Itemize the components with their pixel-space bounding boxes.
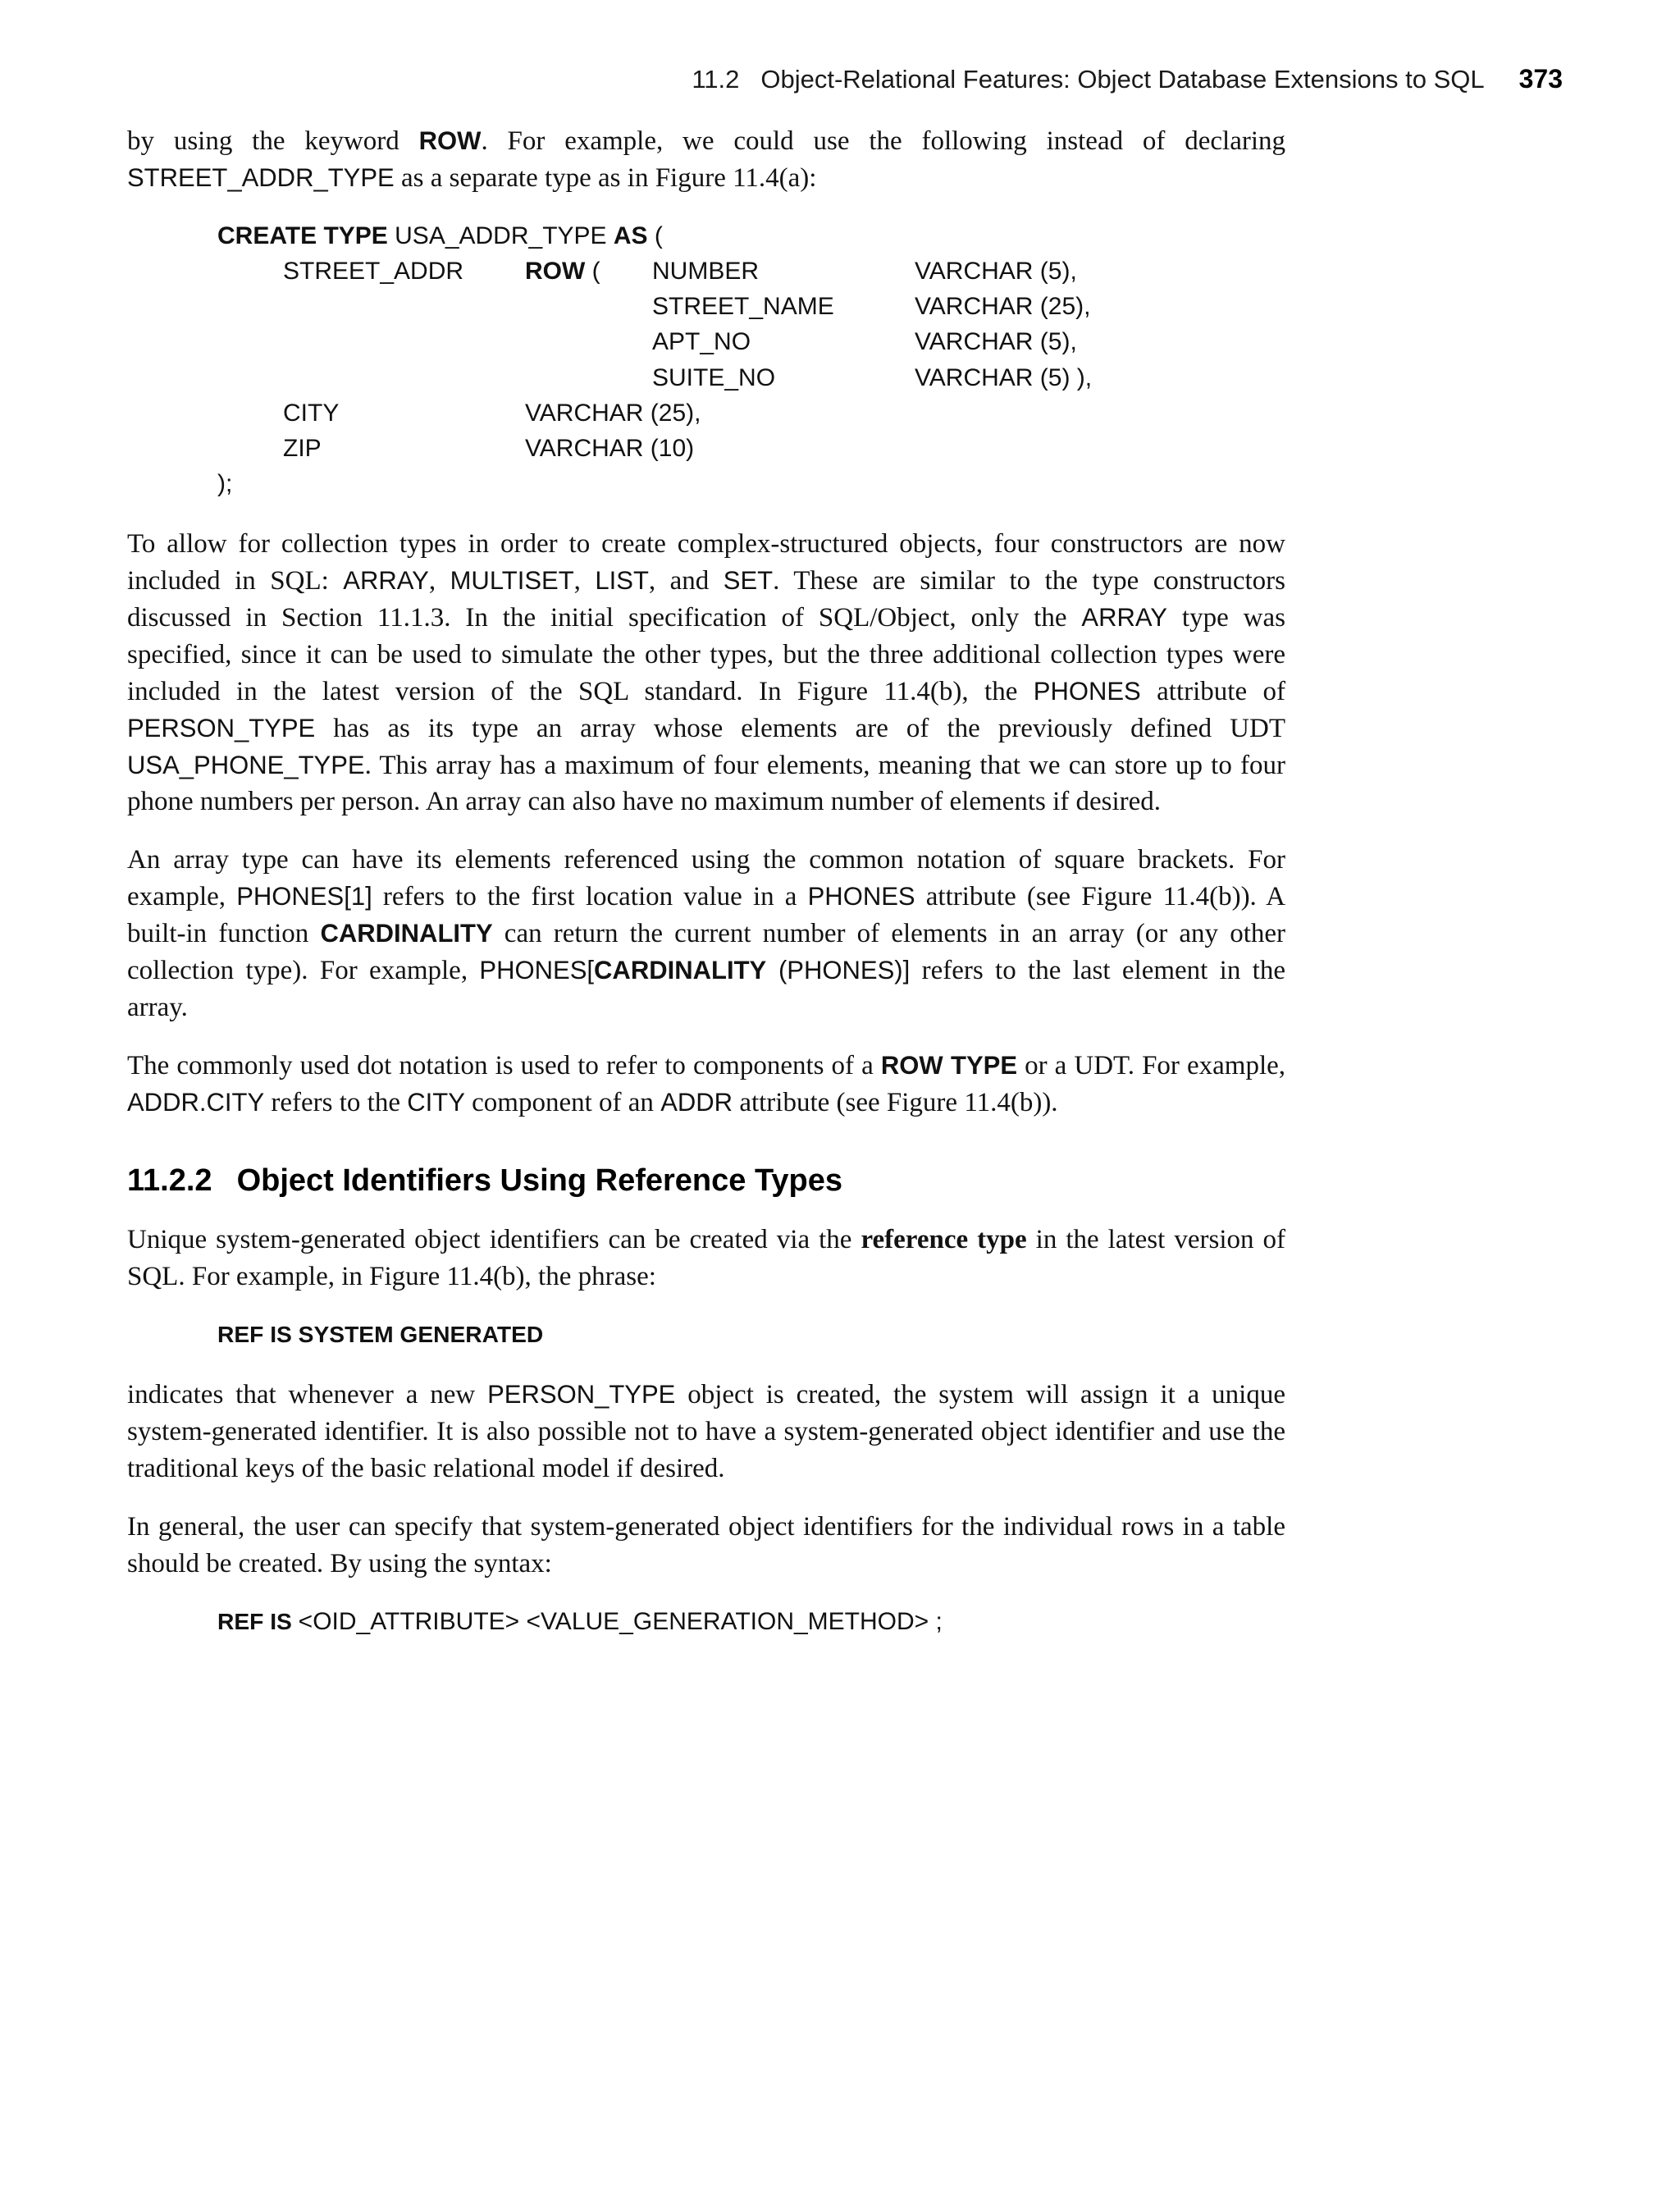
text-run: ARRAY: [343, 566, 429, 596]
text-run: ,: [428, 566, 450, 596]
text-run: USA_ADDR_TYPE: [395, 222, 614, 249]
text-run: REF IS SYSTEM GENERATED: [217, 1321, 544, 1348]
text-run: ROW TYPE: [880, 1050, 1018, 1080]
paragraph-array-referencing: [127, 842, 1285, 1026]
running-head-title: [692, 65, 1484, 94]
text-run: In general, the user can specify that system-generated object identifiers for the individual rows in a table should be created. By using the syntax:: [127, 1511, 1285, 1578]
text-run: PHONES: [1033, 676, 1141, 706]
text-run: ROW: [525, 257, 586, 285]
text-run: ZIP: [283, 434, 322, 462]
running-head: [127, 64, 1563, 94]
code-line: [127, 395, 1285, 431]
page-number: 373: [1518, 64, 1563, 94]
text-run: has as its type an array whose elements are of the previously defined UDT: [315, 713, 1285, 743]
text-run: PHONES[: [479, 955, 595, 985]
text-run: CITY: [407, 1087, 465, 1117]
code-ref-is-syntax: [127, 1604, 1285, 1639]
text-run: attribute of: [1140, 676, 1285, 706]
text-run: (: [654, 222, 663, 249]
text-run: ARRAY: [1081, 603, 1167, 632]
text-run: type was specified, since it can be used to simulate the other types, but the three additional collection types were included in the latest version of the SQL standard. In Figure 11.4(b), the: [127, 603, 1285, 706]
text-run: ADDR: [660, 1087, 733, 1117]
text-run: ,: [573, 566, 596, 596]
text-run: as a separate type as in Figure 11.4(a):: [394, 162, 817, 193]
text-run: STREET_NAME: [652, 293, 834, 321]
text-run: To allow for collection types in order to create complex-structured objects, four constructors are now included in SQL:: [127, 529, 1285, 596]
text-run: (: [585, 257, 600, 285]
running-head-section-number: 11.2: [692, 65, 740, 94]
text-run: component of an: [464, 1087, 661, 1117]
text-run: by using the keyword: [127, 126, 419, 156]
text-run: );: [217, 470, 233, 498]
text-run: LIST: [595, 566, 649, 596]
code-block-usa-addr-type: [127, 218, 1285, 502]
section-number: 11.2.2: [127, 1163, 212, 1199]
text-run: ROW: [418, 126, 482, 155]
code-ref-is-system-generated: [127, 1317, 1285, 1352]
text-run: object is created, the system will assign it a unique system-generated identifier. It is also possible not to have a system-generated object identifier and use the traditional keys of the basic relational model if desired.: [127, 1380, 1285, 1484]
text-run: CARDINALITY: [320, 919, 493, 948]
code-line: [127, 289, 1285, 324]
text-run: attribute (see Figure 11.4(b)). A built-in function: [127, 882, 1285, 948]
paragraph-row-intro: [127, 123, 1285, 197]
text-run: PERSON_TYPE: [487, 1380, 676, 1409]
text-run: . This array has a maximum of four elements, meaning that we can store up to four phone numbers per person. An array can also have no maximum number of elements if desired.: [127, 750, 1285, 817]
text-run: AS: [613, 222, 655, 249]
text-run: can return the current number of elements in an array (or any other collection type). For example,: [127, 919, 1285, 985]
section-title-text: Object Identifiers Using Reference Types: [236, 1163, 842, 1199]
text-run: VARCHAR (5) ),: [915, 363, 1093, 391]
code-line: [127, 466, 1285, 501]
text-run: PERSON_TYPE: [127, 713, 316, 742]
text-run: PHONES[1]: [236, 882, 372, 911]
text-run: reference type: [861, 1225, 1027, 1255]
text-run: APT_NO: [652, 328, 751, 356]
code-line: [127, 218, 1285, 254]
text-run: CARDINALITY: [594, 955, 767, 985]
code-line: [127, 254, 1285, 289]
text-run: VARCHAR (5),: [915, 257, 1077, 285]
text-run: STREET_ADDR: [283, 257, 464, 285]
code-line: [127, 431, 1285, 466]
text-run: VARCHAR (25),: [525, 399, 701, 427]
text-run: in the latest version of SQL. For example, in Figure 11.4(b), the phrase:: [127, 1225, 1285, 1292]
paragraph-dot-notation: [127, 1048, 1285, 1122]
text-run: VARCHAR (25),: [915, 293, 1091, 321]
code-line: [127, 360, 1285, 395]
section-heading-11-2-2: [127, 1163, 1285, 1199]
text-run: Unique system-generated object identifiers can be created via the: [127, 1225, 861, 1255]
text-run: (PHONES)]: [766, 955, 911, 985]
paragraph-system-generated-identifier: [127, 1377, 1285, 1487]
text-run: NUMBER: [652, 257, 760, 285]
paragraph-collection-types: [127, 526, 1285, 820]
text-run: <OID_ATTRIBUTE> <VALUE_GENERATION_METHOD> ;: [298, 1607, 943, 1635]
text-run: VARCHAR (5),: [915, 328, 1077, 356]
text-run: [525, 254, 652, 289]
text-run: PHONES: [807, 882, 915, 911]
paragraph-ref-syntax-intro: [127, 1509, 1285, 1583]
paragraph-reference-type-intro: [127, 1222, 1285, 1295]
text-run: refers to the last element in the array.: [127, 955, 1285, 1022]
text-run: attribute (see Figure 11.4(b)).: [733, 1087, 1058, 1117]
text-run: CREATE TYPE: [217, 222, 395, 249]
text-run: VARCHAR (10): [525, 434, 695, 462]
text-run: An array type can have its elements referenced using the common notation of square brackets. For example,: [127, 845, 1285, 912]
text-run: MULTISET: [450, 566, 574, 596]
text-column: [127, 123, 1285, 1664]
text-run: or a UDT. For example,: [1017, 1050, 1286, 1080]
text-run: USA_PHONE_TYPE: [127, 750, 365, 779]
text-run: refers to the first location value in a: [372, 882, 808, 912]
text-run: ADDR.CITY: [127, 1087, 265, 1117]
text-run: indicates that whenever a new: [127, 1380, 488, 1410]
text-run: The commonly used dot notation is used to refer to components of a: [127, 1050, 881, 1080]
text-run: STREET_ADDR_TYPE: [127, 162, 395, 192]
text-run: CITY: [283, 399, 340, 427]
text-run: , and: [648, 566, 724, 596]
text-run: SUITE_NO: [652, 363, 776, 391]
text-run: REF IS: [217, 1607, 299, 1634]
code-line: [127, 324, 1285, 359]
text-run: . These are similar to the type constructors discussed in Section 11.1.3. In the initial specification of SQL/Object, only the: [127, 566, 1286, 633]
running-head-title-text: Object-Relational Features: Object Database Extensions to SQL: [760, 65, 1485, 94]
text-run: refers to the: [264, 1087, 408, 1117]
text-run: . For example, we could use the following instead of declaring: [481, 126, 1286, 156]
text-run: SET: [723, 566, 774, 596]
